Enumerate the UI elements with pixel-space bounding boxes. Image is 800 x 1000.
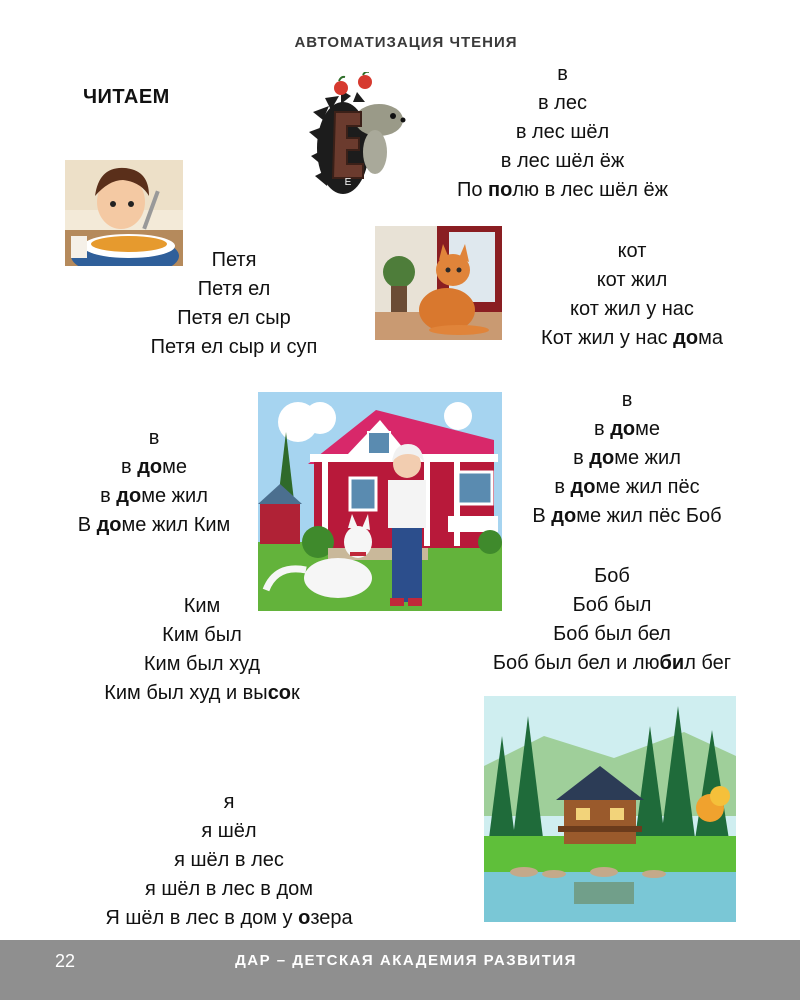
reading-line bbox=[420, 60, 705, 89]
line-text: Петя ел сыр и суп bbox=[150, 336, 318, 358]
reading-line bbox=[498, 502, 756, 531]
text-block-petya bbox=[120, 246, 348, 362]
page-header-title: АВТОМАТИЗАЦИЯ ЧТЕНИЯ bbox=[294, 34, 518, 51]
reading-line bbox=[50, 424, 258, 453]
reading-line bbox=[70, 875, 388, 904]
line-text: лю в лес шёл ёж bbox=[512, 179, 668, 201]
line-text: в лес шёл ёж bbox=[500, 150, 625, 172]
line-text: Боб bbox=[594, 565, 630, 587]
text-block-cat bbox=[510, 237, 754, 353]
line-text: в bbox=[594, 418, 611, 440]
reading-line bbox=[510, 295, 754, 324]
hedgehog-letter-e: Е bbox=[344, 177, 352, 188]
reading-line bbox=[70, 817, 388, 846]
line-text: Ким был худ bbox=[143, 653, 261, 675]
line-text: Боб был бел bbox=[553, 623, 671, 645]
reading-line bbox=[70, 846, 388, 875]
line-text: Кот жил у нас bbox=[541, 327, 674, 349]
bold-syllable: до bbox=[570, 476, 596, 498]
text-block-bob bbox=[450, 562, 774, 678]
bold-syllable: до bbox=[610, 418, 636, 440]
reading-line bbox=[420, 147, 705, 176]
line-text: ме жил bbox=[614, 447, 681, 469]
line-text: л бег bbox=[684, 652, 732, 674]
cat-image bbox=[375, 226, 502, 340]
text-block-kim bbox=[80, 592, 324, 708]
reading-line bbox=[70, 788, 388, 817]
line-text: в bbox=[100, 485, 117, 507]
reading-line bbox=[80, 592, 324, 621]
reading-line bbox=[80, 650, 324, 679]
reading-line bbox=[498, 415, 756, 444]
page-number: 22 bbox=[55, 951, 76, 971]
reading-line bbox=[450, 562, 774, 591]
line-text: в bbox=[554, 476, 571, 498]
reading-line bbox=[498, 473, 756, 502]
reading-line bbox=[420, 89, 705, 118]
line-text: зера bbox=[310, 907, 353, 929]
line-text: В bbox=[77, 514, 97, 536]
line-text: ме bbox=[162, 456, 187, 478]
reading-line bbox=[420, 118, 705, 147]
line-text: в bbox=[573, 447, 590, 469]
bold-syllable: со bbox=[267, 682, 292, 704]
line-text: к bbox=[291, 682, 300, 704]
reading-line bbox=[70, 904, 388, 933]
line-text: кот bbox=[617, 240, 647, 262]
page-footer bbox=[0, 940, 800, 1000]
line-text: ме жил bbox=[141, 485, 208, 507]
reading-line bbox=[50, 453, 258, 482]
bold-syllable: по bbox=[488, 179, 513, 201]
reading-line bbox=[80, 679, 324, 708]
bold-syllable: до bbox=[96, 514, 122, 536]
bold-syllable: до bbox=[589, 447, 615, 469]
bold-syllable: до bbox=[116, 485, 142, 507]
line-text: По bbox=[456, 179, 489, 201]
line-text: в лес bbox=[538, 92, 587, 114]
text-block-kim-house bbox=[50, 424, 258, 540]
line-text: В bbox=[532, 505, 552, 527]
reading-line bbox=[450, 620, 774, 649]
line-text: Боб был бел и лю bbox=[492, 652, 660, 674]
reading-line bbox=[120, 333, 348, 362]
line-text: Я шёл в лес в дом у bbox=[105, 907, 299, 929]
line-text: Ким bbox=[183, 595, 221, 617]
line-text: я шёл bbox=[201, 820, 257, 842]
line-text: Петя bbox=[211, 249, 257, 271]
text-block-dog-house bbox=[498, 386, 756, 531]
reading-line bbox=[450, 591, 774, 620]
reading-line bbox=[50, 482, 258, 511]
line-text: ма bbox=[698, 327, 723, 349]
bold-syllable: би bbox=[659, 652, 685, 674]
line-text: кот жил у нас bbox=[570, 298, 694, 320]
line-text: Петя ел сыр bbox=[177, 307, 291, 329]
text-block-hedgehog bbox=[420, 60, 705, 205]
bold-syllable: до bbox=[551, 505, 577, 527]
line-text: Боб был bbox=[572, 594, 652, 616]
reading-line bbox=[498, 444, 756, 473]
section-title: ЧИТАЕМ bbox=[83, 86, 170, 108]
reading-line bbox=[120, 304, 348, 333]
line-text: в лес шёл bbox=[515, 121, 610, 143]
line-text: ме жил пёс bbox=[595, 476, 700, 498]
bold-syllable: до bbox=[137, 456, 163, 478]
reading-line bbox=[510, 324, 754, 353]
reading-line bbox=[450, 649, 774, 678]
line-text: Петя ел bbox=[197, 278, 271, 300]
line-text: ме жил Ким bbox=[121, 514, 231, 536]
line-text: я шёл в лес bbox=[174, 849, 284, 871]
line-text: в bbox=[557, 63, 568, 85]
line-text: кот жил bbox=[596, 269, 668, 291]
reading-line bbox=[50, 511, 258, 540]
line-text: ме bbox=[635, 418, 660, 440]
bold-syllable: до bbox=[673, 327, 699, 349]
reading-line bbox=[120, 246, 348, 275]
bold-syllable: о bbox=[298, 907, 311, 929]
reading-line bbox=[420, 176, 705, 205]
reading-line bbox=[510, 237, 754, 266]
hedgehog-letter-image bbox=[305, 72, 410, 200]
line-text: в bbox=[148, 427, 160, 449]
line-text: я шёл в лес в дом bbox=[144, 878, 314, 900]
line-text: в bbox=[621, 389, 633, 411]
reading-line bbox=[80, 621, 324, 650]
line-text: ме жил пёс Боб bbox=[576, 505, 722, 527]
reading-line bbox=[498, 386, 756, 415]
reading-line bbox=[120, 275, 348, 304]
line-text: Ким был bbox=[162, 624, 242, 646]
reading-line bbox=[510, 266, 754, 295]
line-text: я bbox=[223, 791, 235, 813]
forest-cabin-image bbox=[484, 696, 736, 922]
footer-title: ДАР – ДЕТСКАЯ АКАДЕМИЯ РАЗВИТИЯ bbox=[235, 952, 577, 969]
line-text: Ким был худ и вы bbox=[104, 682, 268, 704]
text-block-lake bbox=[70, 788, 388, 933]
line-text: в bbox=[121, 456, 138, 478]
